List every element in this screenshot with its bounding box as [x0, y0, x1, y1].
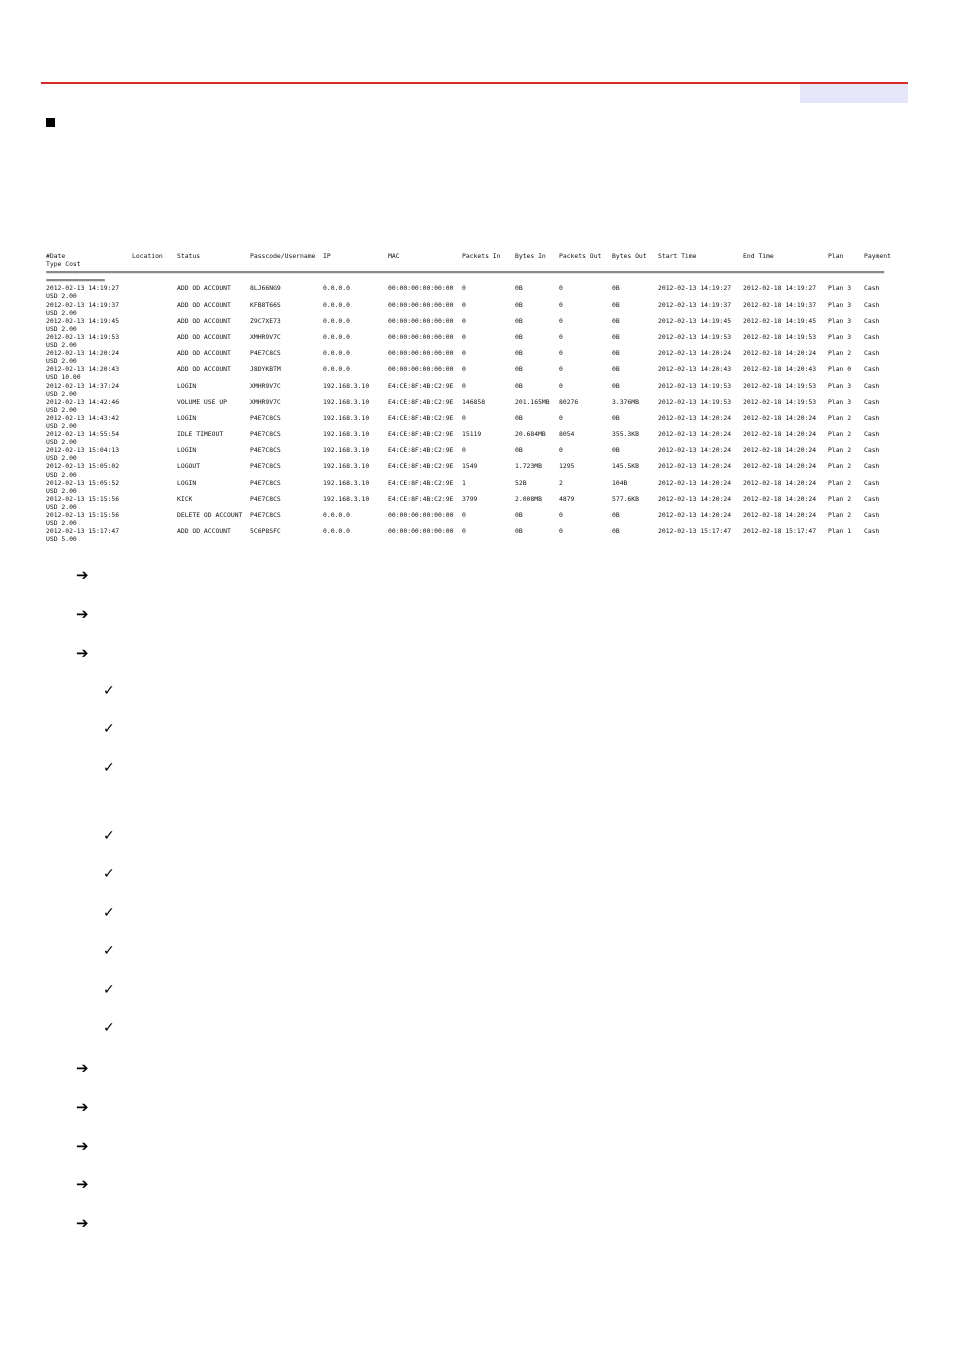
log-cell-date: 2012-02-13 14:19:37: [46, 300, 120, 309]
log-cell-bytes-in: 0B: [515, 349, 523, 358]
log-cell-start: 2012-02-13 14:19:27: [658, 284, 732, 293]
log-cell-start: 2012-02-13 14:20:24: [658, 462, 732, 471]
log-cell-status: ADD OD ACCOUNT: [177, 316, 231, 325]
log-cell-bytes-in: 52B: [515, 478, 527, 487]
checkmark-bullet-icon: ✓: [103, 828, 115, 844]
arrow-bullet-icon: ➔: [76, 605, 89, 623]
log-cell-bytes-out: 0B: [612, 365, 620, 374]
log-cell-cost: USD 2.00: [46, 454, 77, 463]
arrow-bullet-icon: ➔: [76, 1214, 89, 1232]
column-header: Type Cost: [46, 260, 81, 269]
log-cell-bytes-out: 577.6KB: [612, 494, 639, 503]
log-cell-bytes-out: 0B: [612, 381, 620, 390]
separator-line: ==================: [46, 276, 105, 285]
log-cell-payment: Cash: [864, 397, 880, 406]
log-cell-bytes-out: 0B: [612, 300, 620, 309]
log-row-cost: [46, 487, 908, 495]
log-cell-status: LOGIN: [177, 478, 197, 487]
log-row-cost: [46, 357, 908, 365]
log-cell-pkts-in: 0: [462, 316, 466, 325]
header-rule: [41, 82, 908, 84]
log-row: [46, 317, 908, 325]
log-cell-cost: USD 10.00: [46, 373, 81, 382]
log-cell-mac: E4:CE:8F:4B:C2:9E: [388, 381, 454, 390]
log-cell-date: 2012-02-13 14:20:24: [46, 349, 120, 358]
log-cell-payment: Cash: [864, 413, 880, 422]
log-cell-mac: 00:00:00:00:00:00: [388, 349, 454, 358]
log-cell-start: 2012-02-13 14:20:43: [658, 365, 732, 374]
log-cell-bytes-in: 0B: [515, 332, 523, 341]
log-cell-passcode: XMHR9V7C: [250, 397, 281, 406]
column-header: IP: [323, 252, 331, 260]
log-cell-bytes-out: 0B: [612, 284, 620, 293]
log-row-cost: [46, 373, 908, 381]
log-cell-status: IDLE TIMEOUT: [177, 430, 224, 439]
log-cell-cost: USD 2.00: [46, 324, 77, 333]
log-cell-pkts-out: 0: [559, 349, 563, 358]
column-header: Packets In: [462, 252, 501, 260]
log-cell-passcode: P4E7C8CS: [250, 413, 281, 422]
log-cell-payment: Cash: [864, 478, 880, 487]
log-cell-mac: E4:CE:8F:4B:C2:9E: [388, 462, 454, 471]
log-cell-pkts-in: 0: [462, 381, 466, 390]
log-cell-pkts-in: 0: [462, 446, 466, 455]
log-cell-pkts-in: 0: [462, 413, 466, 422]
column-header: Bytes Out: [612, 252, 647, 260]
log-cell-date: 2012-02-13 15:15:56: [46, 511, 120, 519]
log-cell-cost: USD 2.00: [46, 341, 77, 350]
log-cell-ip: 0.0.0.0: [323, 316, 350, 325]
checkmark-bullet-icon: ✓: [103, 683, 115, 699]
log-cell-plan: Plan 2: [828, 413, 852, 422]
log-cell-pkts-in: 1: [462, 478, 466, 487]
checkmark-bullet-icon: ✓: [103, 1020, 115, 1036]
log-cell-date: 2012-02-13 14:43:42: [46, 413, 120, 422]
log-row-cost: [46, 390, 908, 398]
column-header: Status: [177, 252, 201, 260]
log-cell-mac: 00:00:00:00:00:00: [388, 284, 454, 293]
log-row: [46, 284, 908, 292]
log-cell-date: 2012-02-13 14:19:45: [46, 316, 120, 325]
log-cell-pkts-in: 0: [462, 349, 466, 358]
log-cell-end: 2012-02-18 14:20:24: [743, 413, 817, 422]
log-cell-end: 2012-02-18 14:20:24: [743, 446, 817, 455]
column-header: Passcode/Username: [250, 252, 316, 260]
log-cell-plan: Plan 2: [828, 511, 852, 519]
log-cell-payment: Cash: [864, 430, 880, 439]
log-cell-end: 2012-02-18 14:20:24: [743, 511, 817, 519]
checkmark-bullet-icon: ✓: [103, 866, 115, 882]
log-cell-date: 2012-02-13 15:04:13: [46, 446, 120, 455]
log-cell-pkts-in: 0: [462, 332, 466, 341]
checkmark-bullet-icon: ✓: [103, 760, 115, 776]
log-row-cost: [46, 341, 908, 349]
log-cell-ip: 0.0.0.0: [323, 527, 350, 536]
log-cell-bytes-in: 0B: [515, 284, 523, 293]
log-cell-pkts-out: 0: [559, 332, 563, 341]
separator-line: ==================================================================================================================================================================================================================================================================: [46, 268, 884, 277]
log-cell-start: 2012-02-13 14:19:37: [658, 300, 732, 309]
log-cell-bytes-in: 20.684MB: [515, 430, 546, 439]
log-cell-status: ADD OD ACCOUNT: [177, 365, 231, 374]
log-cell-mac: E4:CE:8F:4B:C2:9E: [388, 446, 454, 455]
log-cell-pkts-in: 0: [462, 511, 466, 519]
log-cell-payment: Cash: [864, 527, 880, 536]
log-cell-plan: Plan 3: [828, 381, 852, 390]
log-cell-bytes-in: 0B: [515, 527, 523, 536]
log-cell-start: 2012-02-13 14:19:53: [658, 381, 732, 390]
log-cell-status: LOGIN: [177, 446, 197, 455]
log-cell-plan: Plan 3: [828, 332, 852, 341]
log-cell-date: 2012-02-13 14:37:24: [46, 381, 120, 390]
log-cell-passcode: P4E7C8CS: [250, 349, 281, 358]
log-cell-cost: USD 2.00: [46, 438, 77, 447]
log-cell-start: 2012-02-13 14:20:24: [658, 413, 732, 422]
log-cell-end: 2012-02-18 14:19:27: [743, 284, 817, 293]
log-cell-ip: 192.168.3.10: [323, 478, 370, 487]
log-cell-bytes-out: 355.3KB: [612, 430, 639, 439]
log-row: [46, 495, 908, 503]
log-cell-passcode: 5C6P8SFC: [250, 527, 281, 536]
log-cell-bytes-in: 0B: [515, 365, 523, 374]
log-cell-payment: Cash: [864, 316, 880, 325]
log-cell-end: 2012-02-18 14:19:53: [743, 397, 817, 406]
log-cell-mac: 00:00:00:00:00:00: [388, 332, 454, 341]
log-cell-passcode: P4E7C8CS: [250, 430, 281, 439]
log-cell-cost: USD 2.00: [46, 519, 77, 528]
log-cell-end: 2012-02-18 14:20:24: [743, 478, 817, 487]
log-cell-plan: Plan 2: [828, 349, 852, 358]
log-cell-payment: Cash: [864, 446, 880, 455]
log-cell-passcode: P4E7C8CS: [250, 446, 281, 455]
log-cell-end: 2012-02-18 14:19:53: [743, 381, 817, 390]
log-row-cost: [46, 422, 908, 430]
log-cell-start: 2012-02-13 14:20:24: [658, 446, 732, 455]
log-cell-cost: USD 2.00: [46, 292, 77, 301]
log-cell-bytes-in: 201.165MB: [515, 397, 550, 406]
log-cell-payment: Cash: [864, 381, 880, 390]
log-cell-cost: USD 5.00: [46, 535, 77, 544]
log-row-cost: [46, 454, 908, 462]
log-cell-plan: Plan 2: [828, 446, 852, 455]
log-row: [46, 527, 908, 535]
log-cell-plan: Plan 2: [828, 430, 852, 439]
log-cell-ip: 0.0.0.0: [323, 365, 350, 374]
log-cell-start: 2012-02-13 14:20:24: [658, 349, 732, 358]
log-cell-end: 2012-02-18 14:19:45: [743, 316, 817, 325]
log-cell-cost: USD 2.00: [46, 470, 77, 479]
log-cell-ip: 0.0.0.0: [323, 349, 350, 358]
column-header: Plan: [828, 252, 844, 260]
log-cell-pkts-in: 15119: [462, 430, 482, 439]
log-cell-passcode: XMHR9V7C: [250, 381, 281, 390]
log-cell-payment: Cash: [864, 365, 880, 374]
log-cell-bytes-out: 0B: [612, 413, 620, 422]
log-cell-end: 2012-02-18 14:20:24: [743, 462, 817, 471]
checkmark-bullet-icon: ✓: [103, 905, 115, 921]
column-header: End Time: [743, 252, 774, 260]
arrow-bullet-icon: ➔: [76, 644, 89, 662]
log-cell-end: 2012-02-18 14:20:24: [743, 349, 817, 358]
log-cell-date: 2012-02-13 14:42:46: [46, 397, 120, 406]
log-cell-passcode: P4E7C8CS: [250, 494, 281, 503]
log-cell-pkts-in: 0: [462, 365, 466, 374]
log-row: [46, 479, 908, 487]
log-cell-date: 2012-02-13 15:05:52: [46, 478, 120, 487]
square-bullet-icon: [46, 118, 55, 127]
log-cell-bytes-out: 104B: [612, 478, 628, 487]
log-cell-end: 2012-02-18 14:20:24: [743, 494, 817, 503]
log-cell-mac: 00:00:00:00:00:00: [388, 365, 454, 374]
log-cell-end: 2012-02-18 14:19:53: [743, 332, 817, 341]
arrow-bullet-icon: ➔: [76, 1059, 89, 1077]
log-cell-pkts-out: 0: [559, 527, 563, 536]
log-cell-status: ADD OD ACCOUNT: [177, 349, 231, 358]
log-cell-start: 2012-02-13 14:20:24: [658, 494, 732, 503]
checkmark-bullet-icon: ✓: [103, 943, 115, 959]
log-cell-plan: Plan 3: [828, 316, 852, 325]
log-cell-bytes-in: 0B: [515, 381, 523, 390]
log-cell-pkts-out: 0: [559, 316, 563, 325]
log-row-cost: [46, 406, 908, 414]
log-header-row: [46, 252, 908, 260]
log-cell-ip: 192.168.3.10: [323, 413, 370, 422]
checkmark-bullet-icon: ✓: [103, 982, 115, 998]
log-cell-cost: USD 2.00: [46, 389, 77, 398]
log-cell-ip: 192.168.3.10: [323, 397, 370, 406]
log-cell-payment: Cash: [864, 300, 880, 309]
log-cell-pkts-in: 0: [462, 527, 466, 536]
log-cell-bytes-in: 0B: [515, 413, 523, 422]
log-cell-passcode: XMHR9V7C: [250, 332, 281, 341]
log-cell-plan: Plan 2: [828, 494, 852, 503]
log-cell-ip: 192.168.3.10: [323, 462, 370, 471]
log-cell-date: 2012-02-13 15:05:02: [46, 462, 120, 471]
log-cell-payment: Cash: [864, 494, 880, 503]
log-cell-passcode: J8DYKBTM: [250, 365, 281, 374]
log-cell-end: 2012-02-18 14:20:24: [743, 430, 817, 439]
log-row-cost: [46, 325, 908, 333]
column-header: Start Time: [658, 252, 697, 260]
log-row-cost: [46, 292, 908, 300]
log-cell-payment: Cash: [864, 462, 880, 471]
log-cell-cost: USD 2.00: [46, 421, 77, 430]
log-cell-status: ADD OD ACCOUNT: [177, 527, 231, 536]
log-cell-date: 2012-02-13 14:19:53: [46, 332, 120, 341]
log-cell-status: ADD OD ACCOUNT: [177, 300, 231, 309]
log-cell-start: 2012-02-13 14:19:53: [658, 332, 732, 341]
log-cell-plan: Plan 3: [828, 284, 852, 293]
log-row-cost: [46, 438, 908, 446]
log-cell-pkts-in: 0: [462, 300, 466, 309]
log-cell-mac: 00:00:00:00:00:00: [388, 511, 454, 519]
log-row-cost: [46, 503, 908, 511]
log-cell-pkts-out: 8054: [559, 430, 575, 439]
log-cell-bytes-in: 0B: [515, 316, 523, 325]
log-cell-status: DELETE OD ACCOUNT: [177, 511, 243, 519]
log-row-cost: [46, 535, 908, 543]
log-cell-cost: USD 2.00: [46, 405, 77, 414]
log-row: [46, 333, 908, 341]
log-cell-ip: 192.168.3.10: [323, 494, 370, 503]
log-cell-plan: Plan 3: [828, 397, 852, 406]
log-cell-pkts-out: 2: [559, 478, 563, 487]
log-cell-payment: Cash: [864, 349, 880, 358]
column-header: MAC: [388, 252, 400, 260]
log-cell-start: 2012-02-13 14:20:24: [658, 478, 732, 487]
log-cell-cost: USD 2.00: [46, 308, 77, 317]
log-cell-pkts-out: 0: [559, 511, 563, 519]
log-row: [46, 398, 908, 406]
log-cell-bytes-out: 0B: [612, 527, 620, 536]
log-cell-end: 2012-02-18 14:20:43: [743, 365, 817, 374]
log-cell-bytes-out: 0B: [612, 349, 620, 358]
log-cell-ip: 0.0.0.0: [323, 300, 350, 309]
log-cell-bytes-out: 145.5KB: [612, 462, 639, 471]
log-row: [46, 349, 908, 357]
header-tab-box: [800, 84, 908, 103]
log-cell-mac: E4:CE:8F:4B:C2:9E: [388, 430, 454, 439]
log-cell-passcode: Z9C7XE73: [250, 316, 281, 325]
log-row: [46, 430, 908, 438]
log-cell-date: 2012-02-13 14:20:43: [46, 365, 120, 374]
log-cell-mac: E4:CE:8F:4B:C2:9E: [388, 478, 454, 487]
log-cell-date: 2012-02-13 14:55:54: [46, 430, 120, 439]
traffic-log: [46, 252, 908, 543]
log-cell-bytes-out: 3.376MB: [612, 397, 639, 406]
log-row: [46, 462, 908, 470]
log-cell-pkts-in: 3799: [462, 494, 478, 503]
log-cell-ip: 192.168.3.10: [323, 446, 370, 455]
log-cell-bytes-in: 1.723MB: [515, 462, 542, 471]
log-cell-bytes-out: 0B: [612, 332, 620, 341]
log-cell-status: VOLUME USE UP: [177, 397, 228, 406]
log-cell-status: LOGOUT: [177, 462, 201, 471]
log-cell-date: 2012-02-13 14:19:27: [46, 284, 120, 293]
log-cell-pkts-out: 0: [559, 446, 563, 455]
log-row-cost: [46, 471, 908, 479]
log-cell-start: 2012-02-13 14:20:24: [658, 511, 732, 519]
column-header: #Date: [46, 252, 66, 260]
log-cell-start: 2012-02-13 15:17:47: [658, 527, 732, 536]
log-cell-plan: Plan 0: [828, 365, 852, 374]
log-cell-ip: 192.168.3.10: [323, 430, 370, 439]
log-row: [46, 511, 908, 519]
log-cell-ip: 192.168.3.10: [323, 381, 370, 390]
log-cell-pkts-out: 0: [559, 300, 563, 309]
log-cell-start: 2012-02-13 14:19:45: [658, 316, 732, 325]
log-cell-mac: E4:CE:8F:4B:C2:9E: [388, 413, 454, 422]
checkmark-bullet-icon: ✓: [103, 721, 115, 737]
log-cell-status: ADD OD ACCOUNT: [177, 284, 231, 293]
log-cell-bytes-in: 2.008MB: [515, 494, 542, 503]
log-cell-pkts-out: 0: [559, 413, 563, 422]
log-cell-pkts-in: 146858: [462, 397, 486, 406]
arrow-bullet-icon: ➔: [76, 1175, 89, 1193]
log-cell-passcode: P4E7C8CS: [250, 462, 281, 471]
log-cell-plan: Plan 2: [828, 478, 852, 487]
log-cell-pkts-out: 80276: [559, 397, 579, 406]
log-cell-mac: E4:CE:8F:4B:C2:9E: [388, 494, 454, 503]
log-cell-start: 2012-02-13 14:19:53: [658, 397, 732, 406]
log-cell-cost: USD 2.00: [46, 357, 77, 366]
arrow-bullet-icon: ➔: [76, 1098, 89, 1116]
log-cell-status: KICK: [177, 494, 193, 503]
log-cell-mac: 00:00:00:00:00:00: [388, 527, 454, 536]
log-cell-bytes-in: 0B: [515, 511, 523, 519]
log-cell-bytes-out: 0B: [612, 511, 620, 519]
log-cell-end: 2012-02-18 14:19:37: [743, 300, 817, 309]
log-cell-bytes-out: 0B: [612, 446, 620, 455]
log-cell-plan: Plan 2: [828, 462, 852, 471]
column-header: Location: [132, 252, 163, 260]
log-cell-mac: E4:CE:8F:4B:C2:9E: [388, 397, 454, 406]
column-header: Packets Out: [559, 252, 602, 260]
log-header-row-2: [46, 260, 908, 268]
log-cell-bytes-out: 0B: [612, 316, 620, 325]
log-cell-date: 2012-02-13 15:17:47: [46, 527, 120, 536]
arrow-bullet-icon: ➔: [76, 566, 89, 584]
log-cell-payment: Cash: [864, 511, 880, 519]
log-cell-status: ADD OD ACCOUNT: [177, 332, 231, 341]
log-cell-cost: USD 2.00: [46, 486, 77, 495]
column-header: Payment: [864, 252, 891, 260]
log-cell-start: 2012-02-13 14:20:24: [658, 430, 732, 439]
log-cell-pkts-out: 4879: [559, 494, 575, 503]
log-cell-cost: USD 2.00: [46, 502, 77, 511]
log-cell-pkts-out: 1295: [559, 462, 575, 471]
log-row: [46, 301, 908, 309]
log-cell-ip: 0.0.0.0: [323, 511, 350, 519]
log-row-cost: [46, 309, 908, 317]
log-cell-pkts-out: 0: [559, 365, 563, 374]
log-cell-bytes-in: 0B: [515, 446, 523, 455]
log-cell-end: 2012-02-18 15:17:47: [743, 527, 817, 536]
column-header: Bytes In: [515, 252, 546, 260]
log-row-cost: [46, 519, 908, 527]
log-row: [46, 382, 908, 390]
log-cell-ip: 0.0.0.0: [323, 332, 350, 341]
log-cell-plan: Plan 3: [828, 300, 852, 309]
log-cell-ip: 0.0.0.0: [323, 284, 350, 293]
log-cell-date: 2012-02-13 15:15:56: [46, 494, 120, 503]
log-cell-plan: Plan 1: [828, 527, 852, 536]
log-row: [46, 446, 908, 454]
log-cell-bytes-in: 0B: [515, 300, 523, 309]
log-cell-payment: Cash: [864, 284, 880, 293]
log-cell-status: LOGIN: [177, 381, 197, 390]
log-row: [46, 414, 908, 422]
log-cell-pkts-out: 0: [559, 284, 563, 293]
log-cell-payment: Cash: [864, 332, 880, 341]
log-cell-pkts-in: 1549: [462, 462, 478, 471]
log-cell-passcode: P4E7C8CS: [250, 478, 281, 487]
log-cell-mac: 00:00:00:00:00:00: [388, 300, 454, 309]
log-cell-pkts-in: 0: [462, 284, 466, 293]
log-cell-passcode: P4E7C8CS: [250, 511, 281, 519]
log-cell-passcode: KFB8T66S: [250, 300, 281, 309]
log-cell-passcode: 8LJ66NG9: [250, 284, 281, 293]
log-cell-status: LOGIN: [177, 413, 197, 422]
log-row: [46, 365, 908, 373]
log-cell-mac: 00:00:00:00:00:00: [388, 316, 454, 325]
log-cell-pkts-out: 0: [559, 381, 563, 390]
arrow-bullet-icon: ➔: [76, 1137, 89, 1155]
